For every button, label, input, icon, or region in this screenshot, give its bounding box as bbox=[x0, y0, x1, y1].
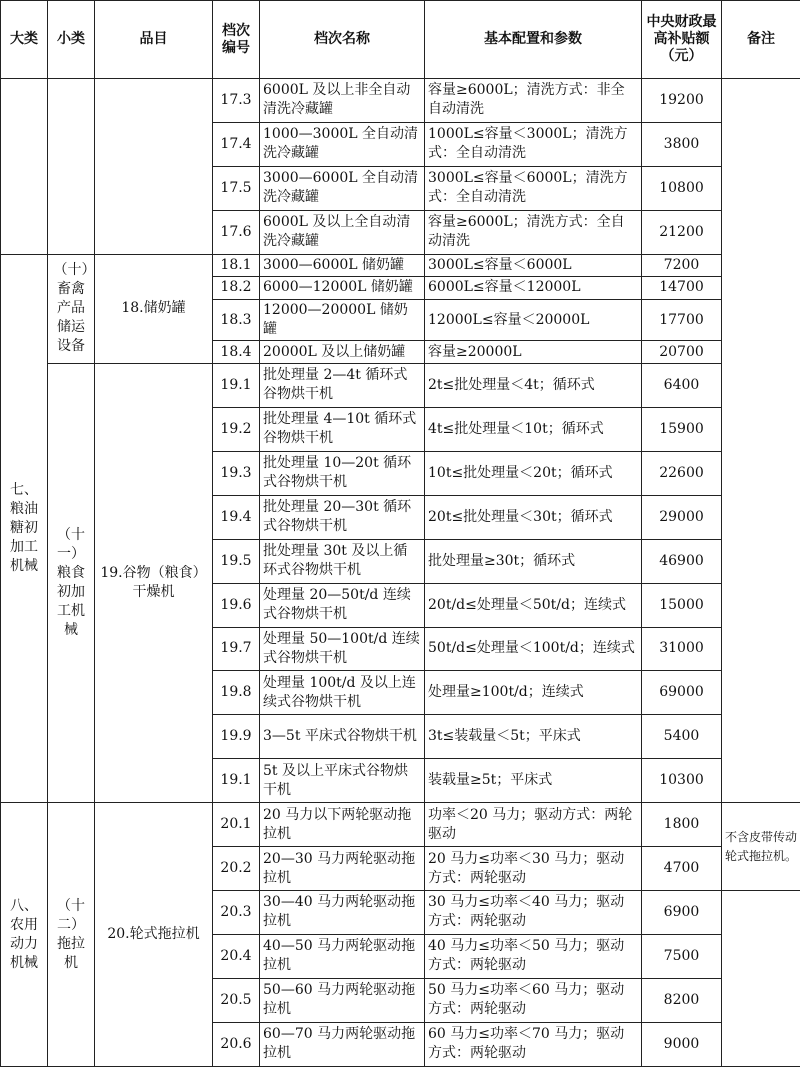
name-cell: 3000—6000L 全自动清洗冷藏罐 bbox=[260, 166, 425, 210]
subsidy-cell: 69000 bbox=[642, 671, 722, 715]
code-cell: 17.3 bbox=[213, 79, 260, 123]
code-cell: 20.5 bbox=[213, 978, 260, 1022]
code-cell: 20.4 bbox=[213, 934, 260, 978]
config-cell: 12000L≤容量＜20000L bbox=[425, 299, 642, 341]
config-cell: 6000L≤容量＜12000L bbox=[425, 277, 642, 300]
subsidy-cell: 7500 bbox=[642, 934, 722, 978]
name-cell: 5t 及以上平床式谷物烘干机 bbox=[260, 759, 425, 803]
subsidy-cell: 1800 bbox=[642, 803, 722, 847]
config-cell: 处理量≥100t/d；连续式 bbox=[425, 671, 642, 715]
subsidy-cell: 22600 bbox=[642, 451, 722, 495]
code-cell: 19.9 bbox=[213, 715, 260, 759]
code-cell: 19.5 bbox=[213, 539, 260, 583]
subsidy-cell: 8200 bbox=[642, 978, 722, 1022]
category-cell-empty bbox=[1, 79, 48, 255]
config-cell: 20t/d≤处理量＜50t/d；连续式 bbox=[425, 583, 642, 627]
code-cell: 19.2 bbox=[213, 407, 260, 451]
name-cell: 批处理量 30t 及以上循环式谷物烘干机 bbox=[260, 539, 425, 583]
name-cell: 6000—12000L 储奶罐 bbox=[260, 277, 425, 300]
name-cell: 批处理量 10—20t 循环式谷物烘干机 bbox=[260, 451, 425, 495]
config-cell: 3t≤装载量＜5t；平床式 bbox=[425, 715, 642, 759]
code-cell: 20.6 bbox=[213, 1022, 260, 1066]
category-cell: 七、粮油糖初加工机械 bbox=[1, 254, 48, 803]
config-cell: 20 马力≤功率＜30 马力；驱动方式：两轮驱动 bbox=[425, 847, 642, 891]
subsidy-cell: 3800 bbox=[642, 122, 722, 166]
config-cell: 30 马力≤功率＜40 马力；驱动方式：两轮驱动 bbox=[425, 891, 642, 935]
config-cell: 批处理量≥30t；循环式 bbox=[425, 539, 642, 583]
subsidy-cell: 7200 bbox=[642, 254, 722, 277]
code-cell: 18.4 bbox=[213, 341, 260, 364]
subsidy-cell: 10300 bbox=[642, 759, 722, 803]
header-subsidy: 中央财政最高补贴额（元） bbox=[642, 1, 722, 79]
config-cell: 容量≥6000L；清洗方式：全自动清洗 bbox=[425, 210, 642, 254]
code-cell: 17.5 bbox=[213, 166, 260, 210]
subcategory-cell: （十一）粮食初加工机械 bbox=[48, 363, 95, 802]
header-code: 档次编号 bbox=[213, 1, 260, 79]
table-row bbox=[1, 79, 800, 123]
item-cell: 18.储奶罐 bbox=[95, 254, 213, 363]
header-category: 大类 bbox=[1, 1, 48, 79]
subsidy-cell: 4700 bbox=[642, 847, 722, 891]
config-cell: 1000L≤容量＜3000L；清洗方式：全自动清洗 bbox=[425, 122, 642, 166]
code-cell: 19.8 bbox=[213, 671, 260, 715]
name-cell: 1000—3000L 全自动清洗冷藏罐 bbox=[260, 122, 425, 166]
subsidy-cell: 29000 bbox=[642, 495, 722, 539]
name-cell: 批处理量 4—10t 循环式谷物烘干机 bbox=[260, 407, 425, 451]
code-cell: 18.2 bbox=[213, 277, 260, 300]
name-cell: 批处理量 2—4t 循环式谷物烘干机 bbox=[260, 363, 425, 407]
item-cell-empty bbox=[95, 79, 213, 255]
code-cell: 18.3 bbox=[213, 299, 260, 341]
name-cell: 20000L 及以上储奶罐 bbox=[260, 341, 425, 364]
subsidy-cell: 5400 bbox=[642, 715, 722, 759]
header-subcategory: 小类 bbox=[48, 1, 95, 79]
remark-cell: 不含皮带传动轮式拖拉机。 bbox=[722, 803, 800, 891]
code-cell: 19.3 bbox=[213, 451, 260, 495]
subsidy-cell: 19200 bbox=[642, 79, 722, 123]
header-remark: 备注 bbox=[722, 1, 800, 79]
name-cell: 6000L 及以上非全自动清洗冷藏罐 bbox=[260, 79, 425, 123]
name-cell: 6000L 及以上全自动清洗冷藏罐 bbox=[260, 210, 425, 254]
subsidy-cell: 15900 bbox=[642, 407, 722, 451]
config-cell: 50t/d≤处理量＜100t/d；连续式 bbox=[425, 627, 642, 671]
config-cell: 20t≤批处理量＜30t；循环式 bbox=[425, 495, 642, 539]
remark-cell-empty bbox=[722, 891, 800, 1067]
code-cell: 19.7 bbox=[213, 627, 260, 671]
config-cell: 装载量≥5t；平床式 bbox=[425, 759, 642, 803]
subsidy-cell: 6400 bbox=[642, 363, 722, 407]
name-cell: 60—70 马力两轮驱动拖拉机 bbox=[260, 1022, 425, 1066]
subsidy-cell: 20700 bbox=[642, 341, 722, 364]
name-cell: 30—40 马力两轮驱动拖拉机 bbox=[260, 891, 425, 935]
name-cell: 处理量 20—50t/d 连续式谷物烘干机 bbox=[260, 583, 425, 627]
subsidy-cell: 6900 bbox=[642, 891, 722, 935]
code-cell: 19.4 bbox=[213, 495, 260, 539]
config-cell: 2t≤批处理量＜4t；循环式 bbox=[425, 363, 642, 407]
subsidy-cell: 15000 bbox=[642, 583, 722, 627]
table-row bbox=[1, 254, 800, 277]
name-cell: 50—60 马力两轮驱动拖拉机 bbox=[260, 978, 425, 1022]
table-row bbox=[1, 803, 800, 847]
code-cell: 20.1 bbox=[213, 803, 260, 847]
name-cell: 3000—6000L 储奶罐 bbox=[260, 254, 425, 277]
header-row bbox=[1, 1, 800, 79]
subsidy-cell: 17700 bbox=[642, 299, 722, 341]
code-cell: 20.3 bbox=[213, 891, 260, 935]
name-cell: 3—5t 平床式谷物烘干机 bbox=[260, 715, 425, 759]
item-cell: 20.轮式拖拉机 bbox=[95, 803, 213, 1067]
table-row bbox=[1, 363, 800, 407]
code-cell: 20.2 bbox=[213, 847, 260, 891]
name-cell: 处理量 100t/d 及以上连续式谷物烘干机 bbox=[260, 671, 425, 715]
name-cell: 处理量 50—100t/d 连续式谷物烘干机 bbox=[260, 627, 425, 671]
name-cell: 批处理量 20—30t 循环式谷物烘干机 bbox=[260, 495, 425, 539]
config-cell: 40 马力≤功率＜50 马力；驱动方式：两轮驱动 bbox=[425, 934, 642, 978]
config-cell: 容量≥20000L bbox=[425, 341, 642, 364]
name-cell: 40—50 马力两轮驱动拖拉机 bbox=[260, 934, 425, 978]
remark-cell-empty bbox=[722, 79, 800, 803]
name-cell: 20 马力以下两轮驱动拖拉机 bbox=[260, 803, 425, 847]
config-cell: 3000L≤容量＜6000L bbox=[425, 254, 642, 277]
code-cell: 17.4 bbox=[213, 122, 260, 166]
config-cell: 功率＜20 马力；驱动方式：两轮驱动 bbox=[425, 803, 642, 847]
code-cell: 18.1 bbox=[213, 254, 260, 277]
code-cell: 19.6 bbox=[213, 583, 260, 627]
header-config: 基本配置和参数 bbox=[425, 1, 642, 79]
code-cell: 19.1 bbox=[213, 363, 260, 407]
name-cell: 20—30 马力两轮驱动拖拉机 bbox=[260, 847, 425, 891]
subsidy-cell: 10800 bbox=[642, 166, 722, 210]
config-cell: 3000L≤容量＜6000L；清洗方式：全自动清洗 bbox=[425, 166, 642, 210]
config-cell: 容量≥6000L；清洗方式：非全自动清洗 bbox=[425, 79, 642, 123]
subsidy-cell: 31000 bbox=[642, 627, 722, 671]
subsidy-cell: 14700 bbox=[642, 277, 722, 300]
header-item: 品目 bbox=[95, 1, 213, 79]
name-cell: 12000—20000L 储奶罐 bbox=[260, 299, 425, 341]
code-cell: 19.1 bbox=[213, 759, 260, 803]
subsidy-cell: 9000 bbox=[642, 1022, 722, 1066]
subsidy-cell: 46900 bbox=[642, 539, 722, 583]
config-cell: 10t≤批处理量＜20t；循环式 bbox=[425, 451, 642, 495]
config-cell: 50 马力≤功率＜60 马力；驱动方式：两轮驱动 bbox=[425, 978, 642, 1022]
subcategory-cell-empty bbox=[48, 79, 95, 255]
header-name: 档次名称 bbox=[260, 1, 425, 79]
config-cell: 60 马力≤功率＜70 马力；驱动方式：两轮驱动 bbox=[425, 1022, 642, 1066]
subsidy-cell: 21200 bbox=[642, 210, 722, 254]
code-cell: 17.6 bbox=[213, 210, 260, 254]
config-cell: 4t≤批处理量＜10t；循环式 bbox=[425, 407, 642, 451]
category-cell: 八、农用动力机械 bbox=[1, 803, 48, 1067]
subcategory-cell: （十）畜禽产品储运设备 bbox=[48, 254, 95, 363]
item-cell: 19.谷物（粮食）干燥机 bbox=[95, 363, 213, 802]
subcategory-cell: （十二）拖拉机 bbox=[48, 803, 95, 1067]
